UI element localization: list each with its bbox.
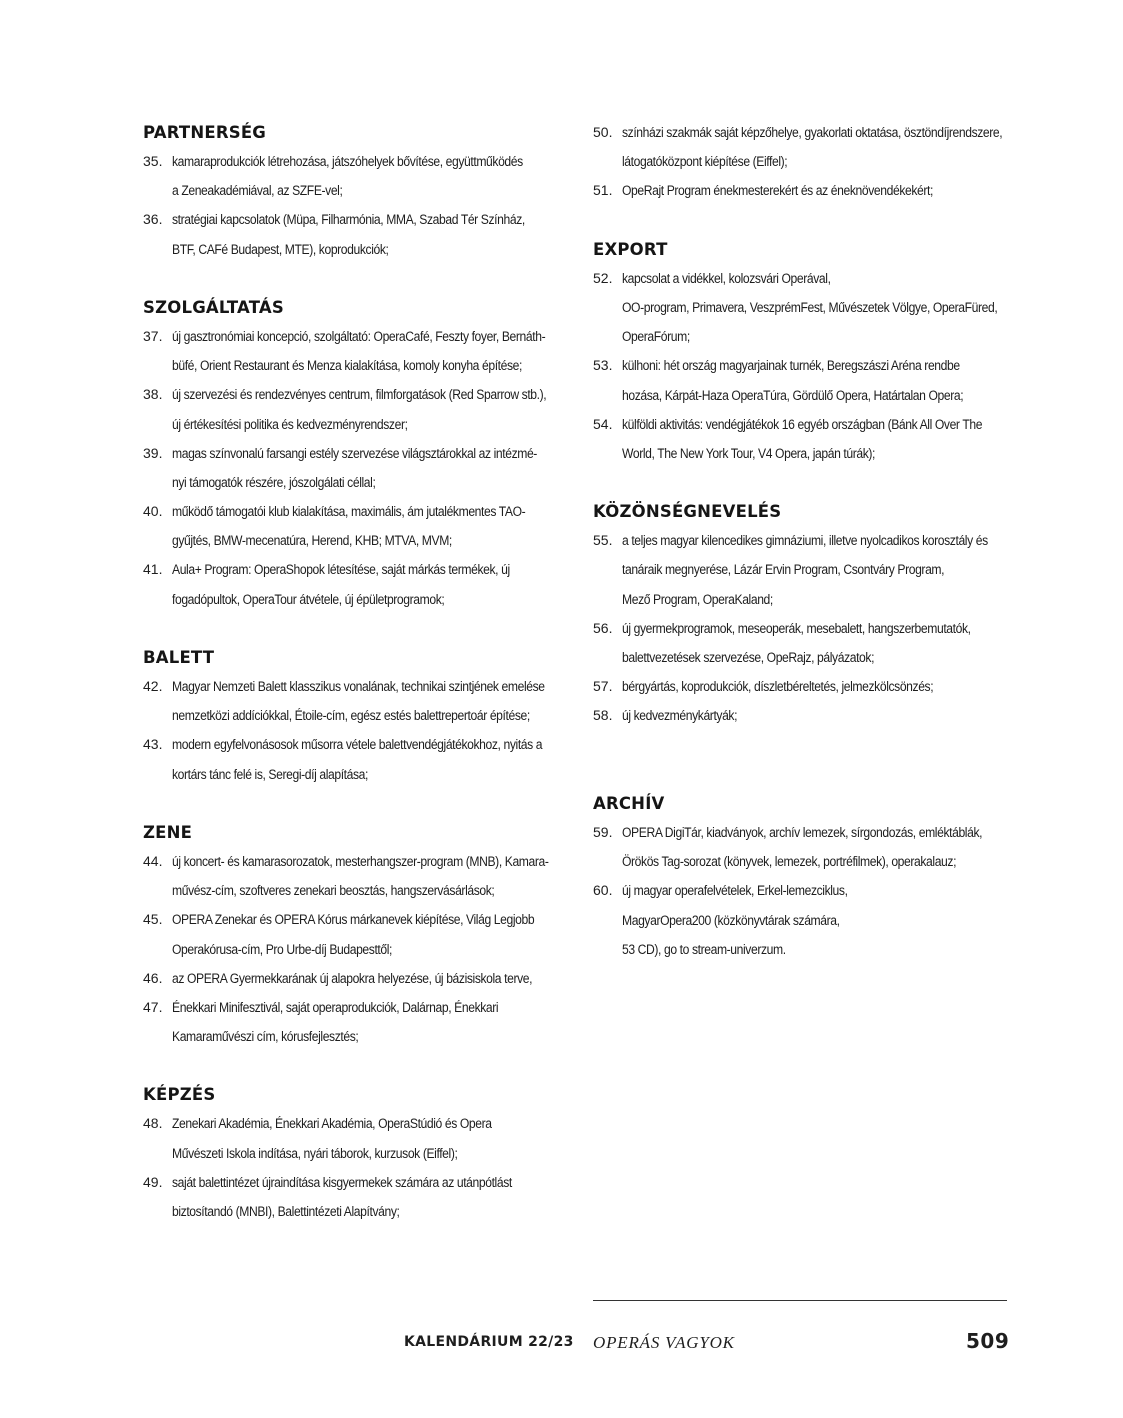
item-number: 39. (143, 444, 163, 461)
item-text: színházi szakmák saját képzőhelye, gyakorlati oktatása, ösztöndíjrendszere, (622, 125, 1003, 140)
item-number: 44. (143, 852, 163, 869)
item-number: 48. (143, 1115, 163, 1132)
list-item (143, 439, 573, 497)
section-heading: SZOLGÁLTATÁS (143, 297, 284, 317)
item-text: Énekkari Minifesztivál, saját operaprodukciók, Dalárnap, Énekkari (172, 999, 499, 1015)
section-partnerseg (143, 118, 573, 264)
section-heading: BALETT (143, 648, 215, 667)
item-text: működő támogatói klub kialakítása, maximális, ám jutalékmentes TAO- (172, 504, 526, 520)
list-item (143, 555, 573, 613)
item-text: Kamaraművészi cím, kórusfejlesztés; (172, 1029, 359, 1045)
section-heading: ZENE (143, 822, 193, 842)
list-item (143, 964, 573, 993)
item-text: új gasztronómiai koncepció, szolgáltató: OperaCafé, Feszty foyer, Bernáth- (172, 328, 546, 344)
item-number: 58. (593, 707, 613, 724)
section-kepzes (143, 1080, 573, 1226)
item-number: 55. (593, 532, 613, 549)
item-number: 35. (143, 153, 163, 169)
section-heading: ARCHÍV (593, 793, 665, 813)
item-text: az OPERA Gyermekkarának új alapokra helyezése, új bázisiskola terve, (172, 970, 533, 986)
list-item (593, 264, 1023, 352)
item-text: Örökös Tag-sorozat (könyvek, lemezek, portréfilmek), operakalauz; (622, 854, 957, 870)
list-item (143, 205, 573, 263)
list-item (143, 905, 573, 963)
item-number: 36. (143, 211, 163, 228)
item-number: 59. (593, 823, 613, 840)
item-text: biztosítandó (MNBI), Balettintézeti Alapítvány; (172, 1204, 400, 1219)
item-text: bérgyártás, koprodukciók, díszletbéreltetés, jelmezkölcsönzés; (622, 679, 934, 695)
item-number: 40. (143, 503, 163, 520)
item-text: OPERA Zenekar és OPERA Kórus márkanevek kiépítése, Világ Legjobb (172, 912, 535, 928)
item-number: 52. (593, 269, 613, 286)
item-text: saját balettintézet újraindítása kisgyermekek számára az utánpótlást (172, 1174, 512, 1190)
section-kozonsegneveles (593, 497, 1023, 730)
item-text: a teljes magyar kilencedikes gimnáziumi, illetve nyolcadikos korosztály és (622, 533, 988, 549)
right-column (593, 118, 1023, 964)
item-number: 37. (143, 327, 163, 344)
section-balett (143, 643, 573, 789)
item-text: OpeRajt Program énekmesterekért és az éneknövendékekért; (622, 183, 933, 199)
item-text: új értékesítési politika és kedvezményrendszer; (172, 416, 408, 432)
item-number: 46. (143, 969, 163, 986)
section-archiv (593, 789, 1023, 964)
item-number: 60. (593, 882, 613, 899)
item-text: gyűjtés, BMW-mecenatúra, Herend, KHB; MTVA, MVM; (172, 533, 452, 549)
item-number: 43. (143, 736, 163, 753)
item-number: 50. (593, 124, 613, 140)
section-heading: KÖZÖNSÉGNEVELÉS (593, 502, 782, 522)
item-number: 41. (143, 561, 163, 578)
section-zene (143, 818, 573, 1051)
item-text: balettvezetések szervezése, OpeRajz, pályázatok; (622, 650, 875, 665)
list-item (593, 614, 1023, 672)
item-text: modern egyfelvonásosok műsorra vétele balettvendégjátékokhoz, nyitás a (172, 737, 543, 753)
item-text: tanáraik megnyerése, Lázár Ervin Program, Csontváry Program, (622, 562, 945, 578)
item-text: kortárs tánc felé is, Seregi-díj alapítása; (172, 766, 368, 782)
item-text: új magyar operafelvételek, Erkel-lemezciklus, (622, 883, 848, 899)
item-text: nyi támogatók részére, jószolgálati céllal; (172, 474, 376, 490)
item-text: World, The New York Tour, V4 Opera, japán túrák); (622, 445, 876, 461)
list-item (593, 876, 1023, 964)
item-number: 45. (143, 911, 163, 928)
item-number: 54. (593, 415, 613, 432)
left-column (143, 118, 573, 1226)
item-text: új gyermekprogramok, meseoperák, mesebalett, hangszerbemutatók, (622, 620, 971, 636)
footer-chapter: OPERÁS VAGYOK (593, 1333, 735, 1352)
item-text: külhoni: hét ország magyarjainak turnék, Beregszászi Aréna rendbe (622, 358, 960, 374)
footer-publication: KALENDÁRIUM 22/23 (404, 1334, 574, 1350)
item-text: látogatóközpont kiépítése (Eiffel); (622, 154, 788, 170)
list-item (143, 380, 573, 438)
item-text: új kedvezménykártyák; (622, 708, 738, 724)
section-heading: PARTNERSÉG (143, 123, 267, 142)
item-text: Mező Program, OperaKaland; (622, 591, 773, 607)
item-text: OperaFórum; (622, 329, 690, 345)
list-item (143, 1109, 573, 1167)
item-text: Operakórusa-cím, Pro Urbe-díj Budapesttől; (172, 941, 393, 957)
item-number: 49. (143, 1173, 163, 1190)
item-text: művész-cím, szoftveres zenekari beosztás, hangszervásárlások; (172, 883, 495, 899)
list-item (143, 730, 573, 788)
item-number: 47. (143, 998, 163, 1015)
item-text: Magyar Nemzeti Balett klasszikus vonalának, technikai szintjének emelése (172, 679, 545, 694)
item-text: stratégiai kapcsolatok (Müpa, Filharmónia, MMA, Szabad Tér Színház, (172, 212, 525, 228)
item-text: a Zeneakadémiával, az SZFE-vel; (172, 183, 343, 199)
item-text: fogadópultok, OperaTour átvétele, új épületprogramok; (172, 591, 445, 607)
item-text: nemzetközi addíciókkal, Étoile-cím, egész estés balettrepertoár építése; (172, 708, 530, 724)
item-text: magas színvonalú farsangi estély szervezése világsztárokkal az intézmé- (172, 445, 537, 461)
list-item (593, 526, 1023, 614)
list-item (593, 176, 1023, 205)
item-text: OPERA DigiTár, kiadványok, archív lemezek, sírgondozás, emléktáblák, (622, 824, 983, 840)
item-text: büfé, Orient Restaurant és Menza kialakítása, komoly konyha építése; (172, 358, 522, 374)
item-text: Aula+ Program: OperaShopok létesítése, saját márkás termékek, új (172, 562, 510, 578)
item-number: 38. (143, 386, 163, 403)
item-number: 53. (593, 357, 613, 374)
list-item (143, 497, 573, 555)
item-text: új szervezési és rendezvényes centrum, filmforgatások (Red Sparrow stb.), (172, 387, 547, 403)
section-heading: KÉPZÉS (143, 1085, 216, 1105)
item-text: 53 CD), go to stream-univerzum. (622, 941, 786, 957)
item-text: OO-program, Primavera, VeszprémFest, Művészetek Völgye, OperaFüred, (622, 299, 998, 315)
item-number: 42. (143, 678, 163, 694)
item-text: kamaraprodukciók létrehozása, játszóhelyek bővítése, együttműködés (172, 154, 523, 169)
item-text: hozása, Kárpát-Haza OperaTúra, Gördülő Opera, Határtalan Opera; (622, 387, 964, 403)
list-item (143, 322, 573, 380)
list-item (593, 701, 1023, 730)
section-export (593, 235, 1023, 468)
list-item (143, 1168, 573, 1226)
item-number: 57. (593, 678, 613, 695)
section-kepzes-continued (593, 118, 1023, 206)
item-text: új koncert- és kamarasorozatok, mesterhangszer-program (MNB), Kamara- (172, 853, 549, 869)
item-text: Művészeti Iskola indítása, nyári táborok, kurzusok (Eiffel); (172, 1145, 458, 1161)
item-text: kapcsolat a vidékkel, kolozsvári Operával, (622, 270, 831, 286)
page-number: 509 (966, 1329, 1010, 1353)
list-item (593, 351, 1023, 409)
item-number: 51. (593, 182, 613, 199)
item-text: külföldi aktivitás: vendégjátékok 16 egyéb országban (Bánk All Over The (622, 416, 983, 432)
section-szolgaltatas (143, 293, 573, 614)
item-text: Zenekari Akadémia, Énekkari Akadémia, OperaStúdió és Opera (172, 1116, 492, 1132)
list-item (143, 847, 573, 905)
item-text: BTF, CAFé Budapest, MTE), koprodukciók; (172, 241, 389, 257)
list-item (143, 993, 573, 1051)
list-item (143, 147, 573, 205)
list-item (593, 410, 1023, 468)
footer-divider (593, 1300, 1007, 1301)
item-text: MagyarOpera200 (közkönyvtárak számára, (622, 912, 840, 928)
list-item (143, 672, 573, 730)
section-heading: EXPORT (593, 239, 668, 259)
list-item (593, 672, 1023, 701)
item-number: 56. (593, 619, 613, 636)
list-item (593, 818, 1023, 876)
list-item (593, 118, 1023, 176)
